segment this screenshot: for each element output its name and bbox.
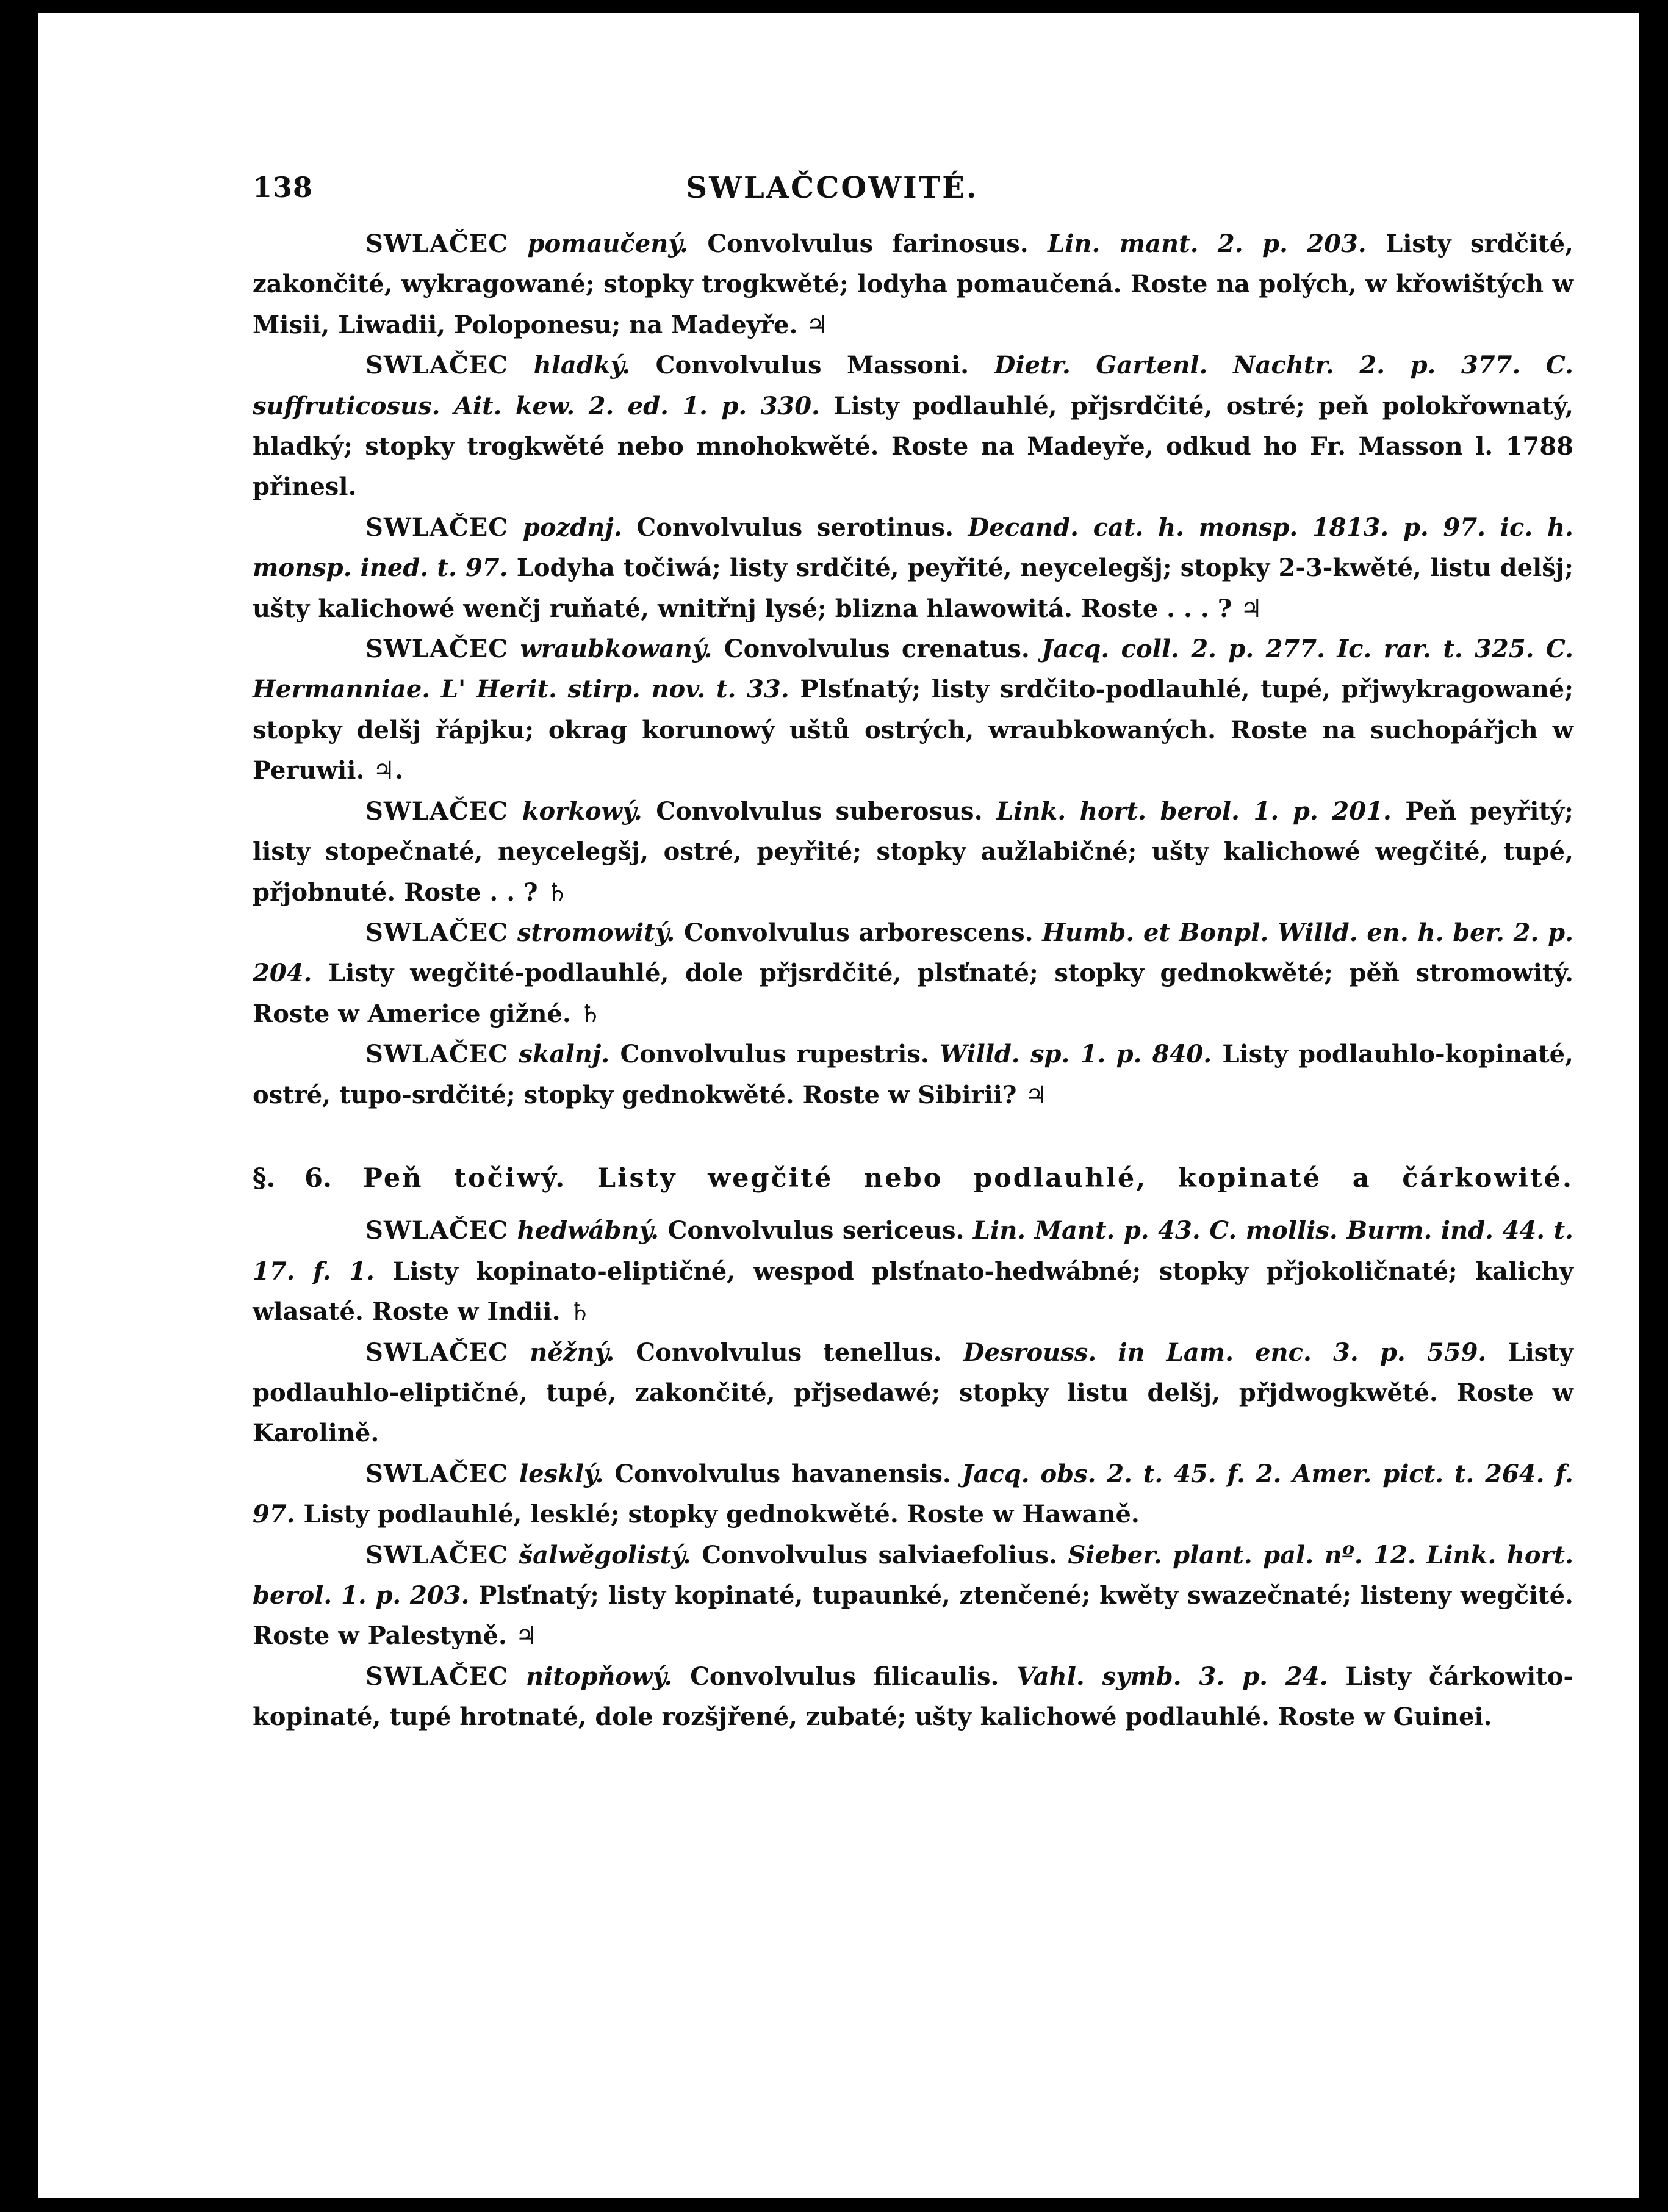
- latin-name: Convolvulus suberosus.: [656, 796, 983, 826]
- life-form-symbol: ♃: [806, 310, 829, 339]
- species-entry: [253, 1034, 1573, 1115]
- description: Listy podlauhlé, přjsrdčité, ostré; peň polokřownatý, hladký; stopky trogkwěté nebo mnohokwěté. Roste na Madeyře, odkud ho Fr. Masson l. 1788 přinesl.: [253, 391, 1574, 502]
- description: Listy podlauhlo-kopinaté, ostré, tupo-srdčité; stopky gednokwěté. Roste w Sibirii?: [253, 1040, 1573, 1109]
- running-head: SWLAČCOWITÉ.: [686, 171, 979, 205]
- page-header: [253, 171, 1339, 214]
- description: Lodyha točiwá; listy srdčité, peyřité, neycelegšj; stopky 2-3-kwěté, listu delšj; ušty kalichowé wenčj ruňaté, wnitřnj lysé; blizna hlawowitá. Roste . . . ?: [253, 553, 1573, 623]
- citation: Link. hort. berol. 1. p. 201.: [996, 796, 1392, 826]
- genus-name: SWLAČEC: [365, 229, 509, 258]
- species-entry: [253, 345, 1573, 508]
- czech-species-name: korkowý.: [522, 796, 642, 826]
- description: Plsťnatý; listy kopinaté, tupaunké, ztenčené; kwěty swazečnaté; listeny wegčité. Roste w Palestyně.: [253, 1581, 1573, 1651]
- life-form-symbol: ♃.: [373, 756, 404, 785]
- life-form-symbol: ♄: [569, 1297, 591, 1327]
- genus-name: SWLAČEC: [365, 635, 509, 664]
- life-form-symbol: ♃: [1025, 1080, 1048, 1109]
- genus-name: SWLAČEC: [365, 351, 509, 380]
- citation: Desrouss. in Lam. enc. 3. p. 559.: [963, 1338, 1487, 1367]
- genus-name: SWLAČEC: [365, 1662, 509, 1691]
- genus-name: SWLAČEC: [365, 796, 509, 826]
- life-form-symbol: ♃: [1240, 594, 1262, 623]
- latin-name: Convolvulus filicaulis.: [690, 1662, 999, 1691]
- species-entry: [253, 791, 1573, 913]
- genus-name: SWLAČEC: [365, 1040, 509, 1069]
- citation: Vahl. symb. 3. p. 24.: [1016, 1662, 1328, 1691]
- czech-species-name: něžný.: [530, 1338, 615, 1367]
- species-entry: [253, 1535, 1573, 1657]
- description: Listy kopinato-eliptičné, wespod plsťnato-hedwábné; stopky přjokoličnaté; kalichy wlasaté. Roste w Indii.: [253, 1256, 1574, 1327]
- citation: Jacq. obs. 2. t. 45. f. 2. Amer. pict. t. 264. f. 97.: [253, 1459, 1573, 1529]
- latin-name: Convolvulus Massoni.: [655, 351, 969, 380]
- description: Listy podlauhlé, lesklé; stopky gednokwěté. Roste w Hawaně.: [303, 1500, 1140, 1529]
- species-entry: [253, 913, 1573, 1034]
- section-number: §. 6.: [253, 1162, 333, 1194]
- life-form-symbol: ♄: [579, 999, 602, 1028]
- czech-species-name: šalwěgolistý.: [519, 1540, 691, 1569]
- section-title: Peň točiwý. Listy wegčité nebo podlauhlé, kopinaté a čárkowité.: [362, 1162, 1573, 1194]
- species-entry: [253, 508, 1573, 629]
- page-body: [253, 224, 1573, 1738]
- citation: Lin. Mant. p. 43. C. mollis. Burm. ind. 44. t. 17. f. 1.: [253, 1216, 1573, 1286]
- czech-species-name: lesklý.: [519, 1459, 604, 1488]
- description: Peň peyřitý; listy stopečnaté, neycelegšj, ostré, peyřité; stopky aužlabičné; ušty kalichowé wegčité, tupé, přjobnuté. Roste . . ?: [253, 796, 1573, 907]
- description: Listy čárkowito-kopinaté, tupé hrotnaté, dole rozšjřené, zubaté; ušty kalichowé podlauhlé. Roste w Guinei.: [253, 1662, 1573, 1732]
- description: Listy podlauhlo-eliptičné, tupé, zakončité, přjsedawé; stopky listu delšj, přjdwogkwěté. Roste w Karolině.: [253, 1338, 1574, 1448]
- species-entry: [253, 224, 1573, 345]
- life-form-symbol: ♃: [515, 1621, 537, 1651]
- genus-name: SWLAČEC: [365, 918, 509, 947]
- citation: Dietr. Gartenl. Nachtr. 2. p. 377. C. suffruticosus. Ait. kew. 2. ed. 1. p. 330.: [253, 351, 1573, 420]
- czech-species-name: wraubkowaný.: [520, 635, 713, 664]
- genus-name: SWLAČEC: [365, 1540, 509, 1569]
- czech-species-name: hladký.: [533, 351, 631, 380]
- species-entry: [253, 1333, 1573, 1454]
- species-entry: [253, 1657, 1573, 1738]
- czech-species-name: skalnj.: [519, 1040, 610, 1069]
- genus-name: SWLAČEC: [365, 1216, 509, 1245]
- entries-group-1: [253, 224, 1573, 1115]
- citation: Humb. et Bonpl. Willd. en. h. ber. 2. p. 204.: [253, 918, 1573, 988]
- description: Plsťnatý; listy srdčito-podlauhlé, tupé, přjwykragowané; stopky delšj řápjku; okrag korunowý uštů ostrých, wraubkowaných. Roste na suchopářjch w Peruwii.: [253, 675, 1573, 785]
- species-entry: [253, 1211, 1573, 1332]
- book-page: [38, 13, 1639, 2198]
- entries-group-2: [253, 1211, 1573, 1737]
- genus-name: SWLAČEC: [365, 1459, 509, 1488]
- citation: Jacq. coll. 2. p. 277. Ic. rar. t. 325. C. Hermanniae. L' Herit. stirp. nov. t. 33.: [253, 635, 1574, 704]
- latin-name: Convolvulus rupestris.: [620, 1040, 929, 1069]
- czech-species-name: stromowitý.: [517, 918, 675, 947]
- latin-name: Convolvulus sericeus.: [667, 1216, 965, 1245]
- species-entry: [253, 629, 1573, 791]
- life-form-symbol: ♄: [546, 877, 569, 907]
- citation: Lin. mant. 2. p. 203.: [1048, 229, 1367, 258]
- latin-name: Convolvulus arborescens.: [683, 918, 1034, 947]
- page-number: 138: [253, 171, 314, 204]
- czech-species-name: pozdnj.: [522, 513, 622, 542]
- latin-name: Convolvulus salviaefolius.: [702, 1540, 1057, 1569]
- czech-species-name: hedwábný.: [517, 1216, 660, 1245]
- citation: Willd. sp. 1. p. 840.: [940, 1040, 1212, 1069]
- latin-name: Convolvulus havanensis.: [614, 1459, 951, 1488]
- genus-name: SWLAČEC: [365, 1338, 509, 1367]
- latin-name: Convolvulus crenatus.: [724, 635, 1030, 664]
- species-entry: [253, 1454, 1573, 1535]
- genus-name: SWLAČEC: [365, 513, 509, 542]
- citation: Sieber. plant. pal. nº. 12. Link. hort. berol. 1. p. 203.: [253, 1540, 1574, 1610]
- czech-species-name: nitopňowý.: [526, 1662, 673, 1691]
- czech-species-name: pomaučený.: [527, 229, 688, 258]
- latin-name: Convolvulus tenellus.: [636, 1338, 942, 1367]
- description: Listy srdčité, zakončité, wykragowané; stopky trogkwěté; lodyha pomaučená. Roste na polých, w křowištých w Misii, Liwadii, Poloponesu; na Madeyře.: [253, 229, 1573, 339]
- citation: Decand. cat. h. monsp. 1813. p. 97. ic. h. monsp. ined. t. 97.: [253, 513, 1573, 583]
- latin-name: Convolvulus farinosus.: [707, 229, 1029, 258]
- section-heading: [253, 1158, 1573, 1198]
- latin-name: Convolvulus serotinus.: [636, 513, 954, 542]
- description: Listy wegčité-podlauhlé, dole přjsrdčité, plsťnaté; stopky gednokwěté; pěň stromowitý. Roste w Americe gižné.: [253, 959, 1573, 1028]
